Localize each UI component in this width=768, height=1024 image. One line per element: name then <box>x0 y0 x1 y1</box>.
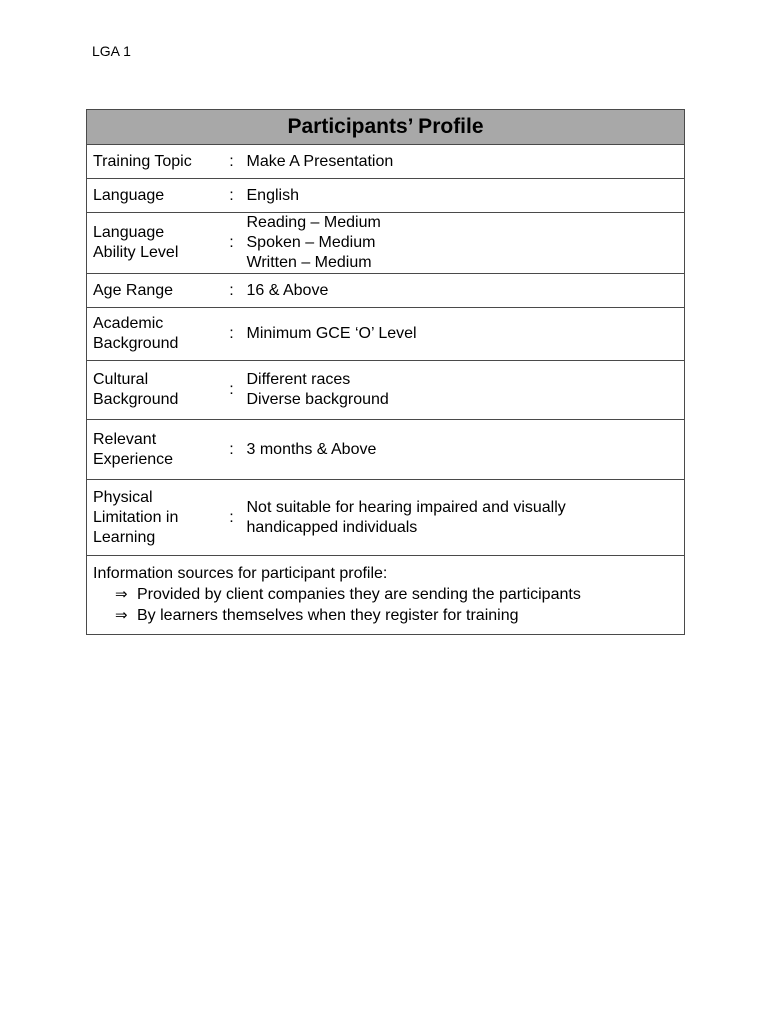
row-label <box>87 480 223 556</box>
row-colon: : <box>223 179 241 213</box>
table-row-training-topic <box>87 145 685 179</box>
information-sources <box>87 556 685 635</box>
row-value-line: 16 & Above <box>246 281 329 299</box>
row-colon: : <box>223 480 241 556</box>
row-value-line: 3 months & Above <box>246 440 377 458</box>
participants-profile-table <box>86 109 685 635</box>
row-label-line: Physical <box>93 488 153 506</box>
row-value-line: Not suitable for hearing impaired and visually <box>246 498 566 516</box>
row-value-line: Minimum GCE ‘O’ Level <box>246 325 417 342</box>
arrow-icon: ⇒ <box>115 606 128 624</box>
row-label <box>87 274 223 308</box>
row-value <box>241 361 685 420</box>
row-value <box>241 480 685 556</box>
table-row-relevant-experience <box>87 420 685 480</box>
row-value-line: Diverse background <box>246 391 389 408</box>
table-row-physical-limitation <box>87 480 685 556</box>
list-item <box>93 605 678 626</box>
row-label <box>87 308 223 361</box>
table-row-language <box>87 179 685 213</box>
row-value-line: handicapped individuals <box>246 518 418 536</box>
row-label-line: Learning <box>93 528 156 546</box>
row-label-line: Language <box>93 186 165 204</box>
row-value-line: English <box>246 186 299 204</box>
row-label <box>87 420 223 480</box>
table-row-cultural-background <box>87 361 685 420</box>
row-label-line: Age Range <box>93 281 174 299</box>
row-value <box>241 308 685 361</box>
row-label <box>87 145 223 179</box>
information-sources-heading: Information sources for participant profile: <box>93 565 388 582</box>
table-title: Participants’ Profile <box>87 110 685 145</box>
row-value-line: Written – Medium <box>246 254 372 271</box>
row-colon: : <box>223 361 241 420</box>
row-label-line: Academic <box>93 315 164 332</box>
table-row-age-range <box>87 274 685 308</box>
row-colon: : <box>223 213 241 274</box>
table-row-academic-background <box>87 308 685 361</box>
row-label-line: Limitation in <box>93 508 179 526</box>
row-colon: : <box>223 420 241 480</box>
row-label-line: Cultural <box>93 371 149 388</box>
row-value <box>241 274 685 308</box>
list-item-text: Provided by client companies they are sending the participants <box>137 586 581 603</box>
row-value <box>241 179 685 213</box>
row-label <box>87 361 223 420</box>
row-value <box>241 213 685 274</box>
row-label-line: Ability Level <box>93 244 179 261</box>
list-item-text: By learners themselves when they register for training <box>137 607 519 624</box>
row-label <box>87 213 223 274</box>
row-value-line: Reading – Medium <box>246 214 381 231</box>
table-row-language-ability-level <box>87 213 685 274</box>
row-label <box>87 179 223 213</box>
table-title-row <box>87 110 685 145</box>
row-value <box>241 145 685 179</box>
row-label-line: Language <box>93 224 165 241</box>
row-label-line: Relevant <box>93 430 157 448</box>
page-label: LGA 1 <box>92 43 131 59</box>
row-label-line: Experience <box>93 450 174 468</box>
arrow-icon: ⇒ <box>115 585 128 603</box>
row-value-line: Spoken – Medium <box>246 234 376 251</box>
row-colon: : <box>223 308 241 361</box>
row-value-line: Different races <box>246 371 351 388</box>
table-footer-row <box>87 556 685 635</box>
row-label-line: Background <box>93 391 179 408</box>
row-value-line: Make A Presentation <box>246 152 394 170</box>
row-value <box>241 420 685 480</box>
row-label-line: Background <box>93 335 179 352</box>
row-colon: : <box>223 274 241 308</box>
row-colon: : <box>223 145 241 179</box>
row-label-line: Training Topic <box>93 152 192 170</box>
list-item <box>93 584 678 605</box>
